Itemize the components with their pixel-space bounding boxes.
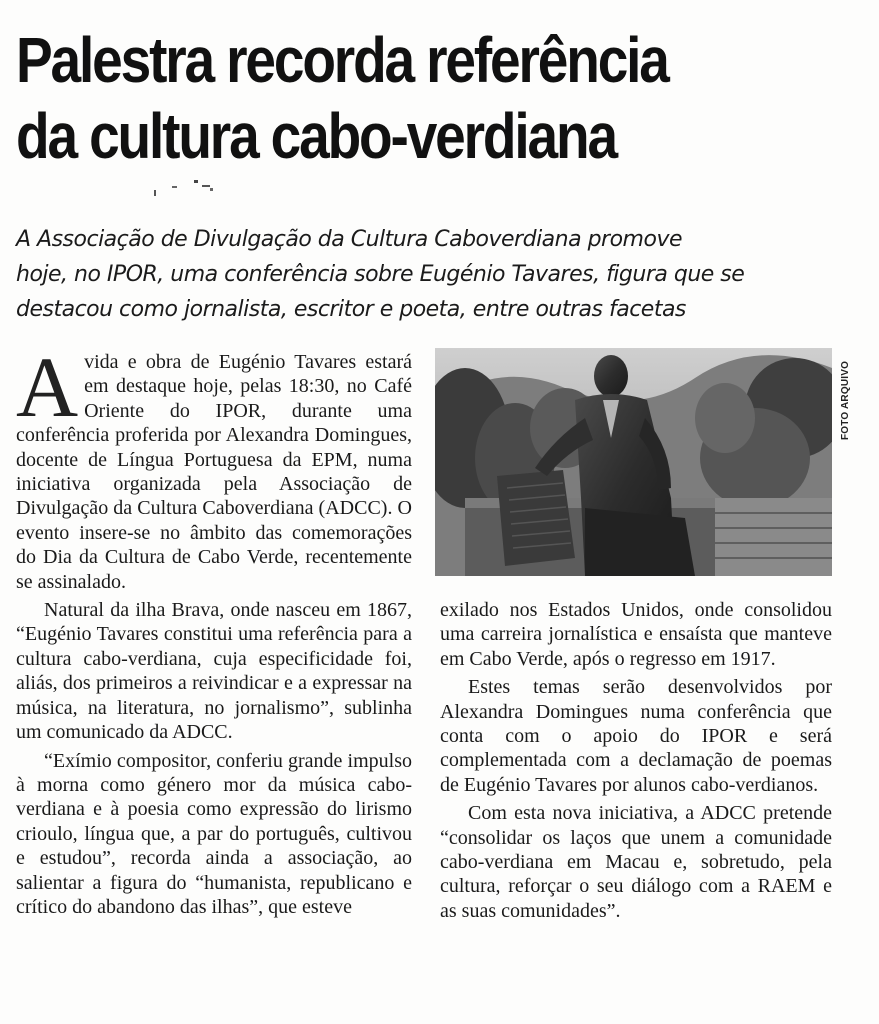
statue-photo — [435, 348, 832, 576]
body-paragraph-5: Estes temas serão desenvolvidos por Alexandra Domingues numa conferência que conta com o apoio do IPOR e será complementada com a declamação de poemas de Eugénio Tavares por alunos cabo-verdianos. — [440, 676, 832, 796]
photo-credit: FOTO ARQUIVO — [840, 360, 851, 440]
headline-line-2: da cultura cabo-verdiana — [16, 100, 616, 172]
headline-line-1: Palestra recorda referência — [16, 24, 668, 96]
body-paragraph-6: Com esta nova iniciativa, a ADCC pretende “consolidar os laços que unem a comunidade cabo-verdiana em Macau e, sobretudo, pela cultura, reforçar o seu diálogo com a RAEM e as suas comunidades”. — [440, 802, 832, 922]
body-paragraph-4: exilado nos Estados Unidos, onde consolidou uma carreira jornalística e ensaísta que manteve em Cabo Verde, após o regresso em 1917. — [440, 599, 832, 670]
body-paragraph-2: Natural da ilha Brava, onde nasceu em 1867, “Eugénio Tavares constitui uma referência para a cultura cabo-verdiana, cuja especificidade foi, aliás, dos primeiros a reivindicar e a expressar na música, na literatura, no jornalismo”, sublinha um comunicado da ADCC. — [16, 599, 412, 744]
article-column-left — [16, 339, 412, 919]
article-column-right — [440, 598, 832, 923]
drop-cap: A — [16, 339, 79, 435]
statue-photo-image — [435, 348, 832, 576]
lead-line-1: A Associação de Divulgação da Cultura Caboverdiana promove — [16, 227, 682, 252]
print-specks — [150, 178, 230, 200]
lead-line-2: hoje, no IPOR, uma conferência sobre Eugénio Tavares, figura que se — [16, 262, 745, 287]
lead-paragraph — [16, 222, 866, 327]
headline — [16, 22, 747, 174]
lead-line-3: destacou como jornalista, escritor e poeta, entre outras facetas — [16, 297, 686, 322]
body-paragraph-3: “Exímio compositor, conferiu grande impulso à morna como género mor da música cabo-verdiana e à poesia como expressão do lirismo crioulo, língua que, a par do português, cultivou e estudou”, recorda ainda a associação, ao salientar a figura do “humanista, republicano e crítico do abandono das ilhas”, que esteve — [16, 749, 412, 918]
body-paragraph-1 — [16, 339, 412, 594]
body-paragraph-1-text: vida e obra de Eugénio Tavares estará em destaque hoje, pelas 18:30, no Café Oriente do IPOR, durante uma conferência proferida por Alexandra Domingues, docente de Língua Portuguesa da EPM, numa iniciativa organizada pela Associação de Divulgação da Cultura Caboverdiana (ADCC). O evento insere-se no âmbito das comemorações do Dia da Cultura de Cabo Verde, recentemente se assinalado. — [16, 351, 412, 593]
